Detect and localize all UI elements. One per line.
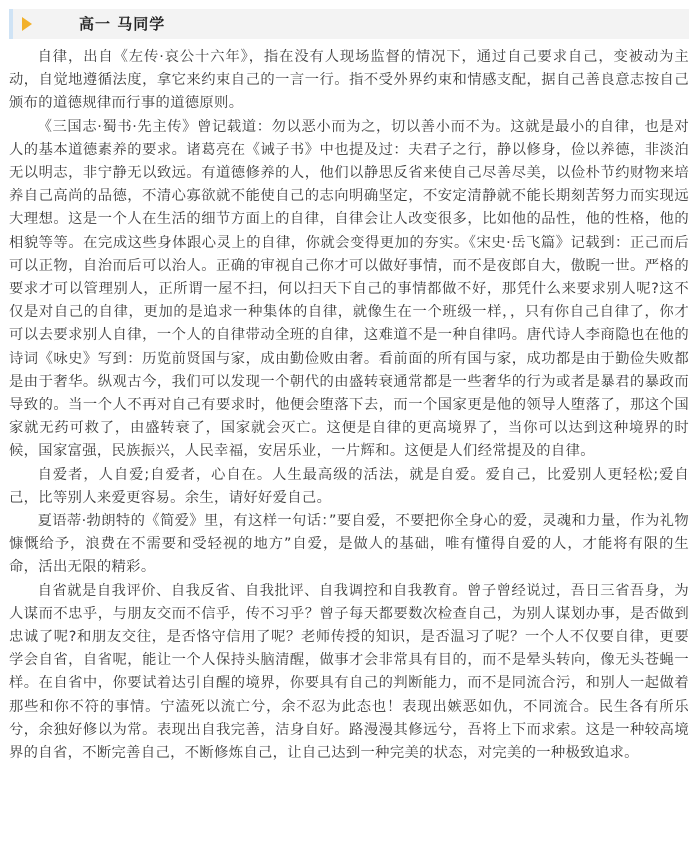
paragraph-self-love: 自爱者，人自爱;自爱者，心自在。人生最高级的活法，就是自爱。爱自己，比爱别人更轻松;爱自己，比等别人来爱更容易。余生，请好好爱自己。 [9,466,689,506]
paragraph-jane-eyre-quote: 夏语蒂·勃朗特的《简爱》里，有这样一句话：”要自爱，不要把你全身心的爱，灵魂和力量，作为礼物慷慨给予，浪费在不需要和受轻视的地方”自爱，是做人的基础，唯有懂得自爱的人，才能将有限的生命，活出无限的精彩。 [9,513,689,576]
section-header [9,9,689,39]
triangle-marker-icon [22,17,32,31]
author-title: 高一 马同学 [79,15,166,33]
article-body [9,46,689,765]
paragraph-self-discipline-intro: 自律，出自《左传·哀公十六年》，指在没有人现场监督的情况下，通过自己要求自己，变被动为主动，自觉地遵循法度，拿它来约束自己的一言一行。指不受外界约束和情感支配，据自己善良意志按自己颁布的道德规律而行事的道德原则。 [9,49,689,112]
paragraph-self-reflection: 自省就是自我评价、自我反省、自我批评、自我调控和自我教育。曾子曾经说过，吾日三省吾身，为人谋而不忠乎，与朋友交而不信乎，传不习乎？曾子每天都要数次检查自己，为别人谋划办事，是否做到忠诚了呢?和朋友交往，是否恪守信用了呢？老师传授的知识，是否温习了呢？一个人不仅要自律，更要学会自省，自省呢，能让一个人保持头脑清醒，做事才会非常具有目的，而不是晕头转向，像无头苍蝇一样。在自省中，你要试着达引自醒的境界，你要具有自己的判断能力，而不是同流合污，和别人一起做着那些和你不符的事情。宁溘死以流亡兮，余不忍为此态也！表现出嫉恶如仇，不同流合。民生各有所乐兮，余独好修以为常。表现出自我完善，洁身自好。路漫漫其修远兮，吾将上下而求索。这是一种较高境界的自省，不断完善自己，不断修炼自己，让自己达到一种完美的状态，对完美的一种极致追求。 [9,582,689,762]
paragraph-self-discipline-history: 《三国志·蜀书·先主传》曾记载道：勿以恶小而为之，切以善小而不为。这就是最小的自律，也是对人的基本道德素养的要求。诸葛亮在《诫子书》中也提及过：夫君子之行，静以修身，俭以养德，非淡泊无以明志，非宁静无以致远。有道德修养的人，他们以静思反省来使自己尽善尽美，以俭朴节约财物来培养自己高尚的品德，不清心寡欲就不能使自己的志向明确坚定，不安定清静就不能长期刻苦努力而实现远大理想。这是一个人在生活的细节方面上的自律，自律会让人改变很多，比如他的品性，他的性格，他的相貌等等。在完成这些身体跟心灵上的自律，你就会变得更加的夯实。《宋史·岳飞篇》记载到：正己而后可以正物，自治而后可以治人。正确的审视自己你才可以做好事情，而不是夜郎自大，傲睨一世。严格的要求才可以管理别人，正所谓一屋不扫，何以扫天下自己的事情都做不好，那凭什么来要求别人呢?这不仅是对自己的自律，更加的是追求一种集体的自律，就像生在一个班级一样，，只有你自己自律了，你才可以去要求别人自律，一个人的自律带动全班的自律，这难道不是一种自律吗。唐代诗人李商隐也在他的诗词《咏史》写到：历览前贤国与家，成由勤俭败由奢。看前面的所有国与家，成功都是由于勤俭失败都是由于奢华。纵观古今，我们可以发现一个朝代的由盛转衰通常都是一些奢华的行为或者是暴君的暴政而导致的。当一个人不再对自己有要求时，他便会堕落下去，而一个国家更是他的领导人堕落了，那这个国家就无药可救了，由盛转衰了，国家就会灭亡。这便是自律的更高境界了，当你可以达到这种境界的时候，国家富强，民族振兴，人民幸福，安居乐业，一片辉和。这便是人们经常提及的自律。 [9,118,689,460]
